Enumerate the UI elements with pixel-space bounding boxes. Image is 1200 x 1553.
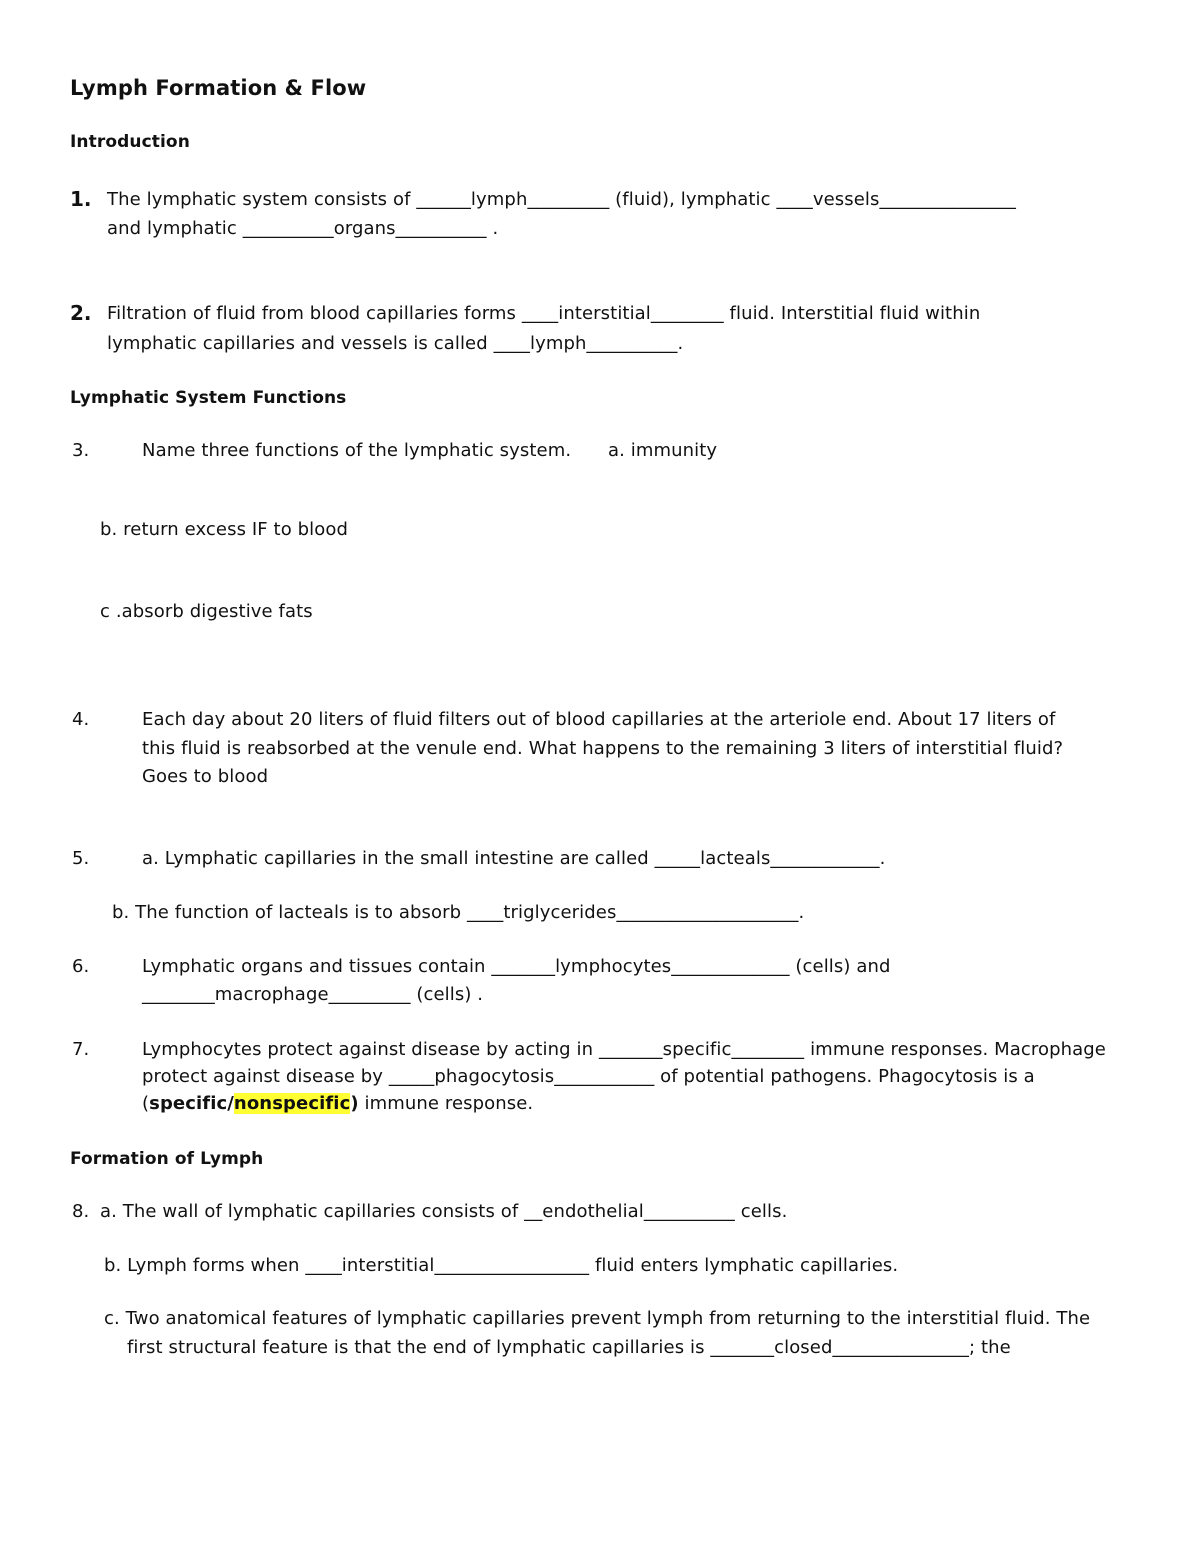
choice-nonspecific-highlighted: nonspecific	[233, 1093, 351, 1114]
question-8-part-b: b. Lymph forms when ____interstitial_________________ fluid enters lymphatic capillaries.	[104, 1255, 899, 1276]
question-3-number: 3.	[72, 440, 90, 461]
section-heading-functions: Lymphatic System Functions	[70, 388, 347, 408]
question-6-line-2: ________macrophage_________ (cells) .	[142, 984, 484, 1005]
question-8-part-c-line-2: first structural feature is that the end of lymphatic capillaries is _______closed_______________; the	[127, 1337, 1011, 1358]
question-7-tail: immune response.	[358, 1093, 534, 1114]
question-1-line-2: and lymphatic __________organs__________ .	[107, 218, 499, 239]
page-title: Lymph Formation & Flow	[70, 76, 367, 100]
question-4-line-3: Goes to blood	[142, 766, 269, 787]
section-heading-formation: Formation of Lymph	[70, 1149, 264, 1169]
question-4-number: 4.	[72, 709, 90, 730]
question-5-part-a: a. Lymphatic capillaries in the small intestine are called _____lacteals____________.	[142, 848, 886, 869]
question-2-line-2: lymphatic capillaries and vessels is called ____lymph__________.	[107, 333, 684, 354]
question-5-part-b: b. The function of lacteals is to absorb ____triglycerides____________________.	[112, 902, 805, 923]
question-3-answer-c: c .absorb digestive fats	[100, 601, 313, 622]
question-3-answer-b: b. return excess IF to blood	[100, 519, 349, 540]
question-5-number: 5.	[72, 848, 90, 869]
question-4-line-1: Each day about 20 liters of fluid filters out of blood capillaries at the arteriole end. About 17 liters of	[142, 709, 1056, 730]
choice-specific: specific/	[149, 1093, 234, 1114]
section-heading-introduction: Introduction	[70, 132, 190, 152]
question-4-line-2: this fluid is reabsorbed at the venule end. What happens to the remaining 3 liters of interstitial fluid?	[142, 738, 1064, 759]
question-7-line-3	[142, 1092, 533, 1116]
question-1-line-1: The lymphatic system consists of ______lymph_________ (fluid), lymphatic ____vessels_______________	[107, 189, 1016, 210]
question-2-number: 2.	[70, 301, 92, 325]
question-3-prompt: Name three functions of the lymphatic system.	[142, 440, 572, 461]
question-8-part-a: a. The wall of lymphatic capillaries consists of __endothelial__________ cells.	[100, 1201, 788, 1222]
question-7-number: 7.	[72, 1039, 90, 1060]
question-2-line-1: Filtration of fluid from blood capillaries forms ____interstitial________ fluid. Interstitial fluid within	[107, 303, 981, 324]
question-6-line-1: Lymphatic organs and tissues contain _______lymphocytes_____________ (cells) and	[142, 956, 891, 977]
question-7-line-2: protect against disease by _____phagocytosis___________ of potential pathogens. Phagocytosis is a	[142, 1066, 1035, 1087]
question-8-number: 8.	[72, 1201, 90, 1222]
paren-open: (	[142, 1093, 150, 1114]
question-7-line-1: Lymphocytes protect against disease by acting in _______specific________ immune responses. Macrophage	[142, 1039, 1106, 1060]
question-6-number: 6.	[72, 956, 90, 977]
paren-close: )	[350, 1093, 359, 1114]
question-3-answer-a: a. immunity	[608, 440, 718, 461]
question-8-part-c-line-1: c. Two anatomical features of lymphatic capillaries prevent lymph from returning to the interstitial fluid. The	[104, 1308, 1091, 1329]
question-1-number: 1.	[70, 187, 92, 211]
